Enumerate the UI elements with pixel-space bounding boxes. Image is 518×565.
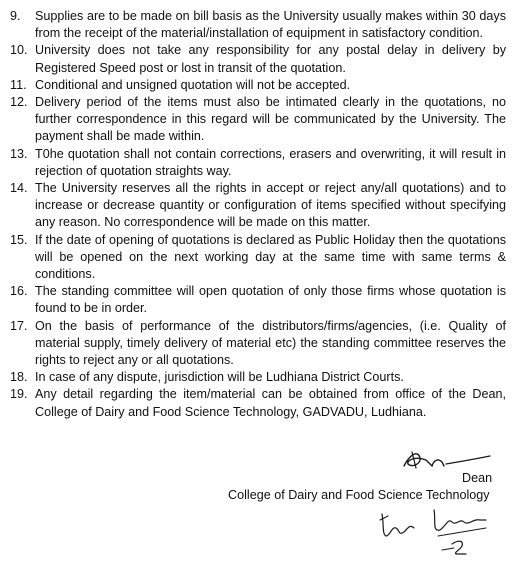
signatory-institution: College of Dairy and Food Science Technology	[228, 488, 490, 502]
terms-list	[10, 8, 506, 421]
term-text: The standing committee will open quotation of only those firms whose quotation is found to be in order.	[35, 284, 506, 316]
term-item	[10, 146, 506, 180]
term-number: 16.	[10, 284, 28, 299]
term-text: Any detail regarding the item/material can be obtained from office of the Dean, College of Dairy and Food Science Technology, GADVADU, Ludhiana.	[35, 387, 506, 419]
term-text: T0he quotation shall not contain corrections, erasers and overwriting, it will result in rejection of quotation straights way.	[35, 146, 506, 178]
term-text: Delivery period of the items must also be intimated clearly in the quotations, no further correspondence in this regard will be communicated by the University. The payment shall be made within.	[35, 95, 506, 144]
term-text: If the date of opening of quotations is declared as Public Holiday then the quotations will be opened on the next working day at the same time with same terms & conditions.	[35, 232, 506, 282]
term-item	[10, 8, 506, 42]
term-text: In case of any dispute, jurisdiction will be Ludhiana District Courts.	[35, 370, 404, 385]
term-text: Conditional and unsigned quotation will not be accepted.	[35, 77, 351, 92]
term-number: 13.	[10, 146, 28, 161]
term-number: 10.	[10, 43, 28, 58]
term-number: 9.	[10, 9, 21, 23]
term-number: 18.	[10, 370, 28, 385]
term-item	[10, 180, 506, 232]
term-number: 14.	[10, 181, 28, 196]
term-number: 11.	[10, 77, 27, 92]
term-item	[10, 94, 506, 146]
term-item	[10, 77, 506, 94]
term-text: University does not take any responsibility for any postal delay in delivery by Registered Speed post or lost in transit of the quotation.	[35, 43, 506, 75]
term-item	[10, 42, 506, 76]
term-item	[10, 318, 506, 370]
term-item	[10, 283, 506, 317]
term-item	[10, 386, 506, 420]
term-text: The University reserves all the rights in accept or reject any/all quotations) and to increase or decrease quantity or configuration of items specified without specifying any reason. No correspondence will be made on this matter.	[35, 181, 506, 230]
handwritten-signature-icon	[398, 446, 498, 474]
signatory-title: Dean	[462, 471, 493, 485]
term-number: 12.	[10, 95, 28, 110]
term-text: On the basis of performance of the distributors/firms/agencies, (i.e. Quality of material supply, timely delivery of material etc) the standing committee reserves the rights to reject any or all quotations.	[35, 318, 506, 368]
term-number: 15.	[10, 232, 28, 247]
handwritten-initials-icon	[376, 506, 506, 560]
term-item	[10, 369, 506, 386]
term-item	[10, 232, 506, 284]
term-text: Supplies are to be made on bill basis as the University usually makes within 30 days from the receipt of the material/installation of equipment in satisfactory condition.	[35, 9, 506, 41]
term-number: 19.	[10, 387, 28, 402]
term-number: 17.	[10, 318, 28, 333]
